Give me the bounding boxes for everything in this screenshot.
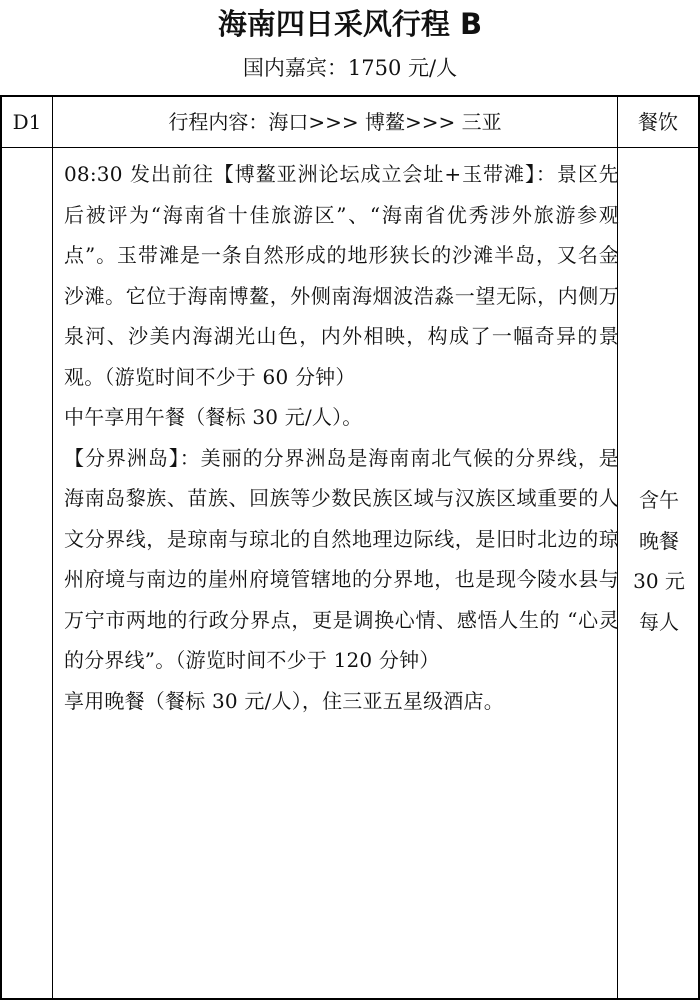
header-divider bbox=[2, 147, 698, 148]
price-subtitle: 国内嘉宾：1750 元/人 bbox=[242, 56, 458, 80]
meal-note-line: 晚餐 bbox=[639, 528, 679, 553]
meal-note-line: 每人 bbox=[639, 609, 679, 634]
meal-note bbox=[622, 480, 696, 642]
itinerary-content bbox=[64, 154, 619, 721]
route-header: 行程内容：海口>>> 博鳌>>> 三亚 bbox=[168, 110, 502, 134]
itinerary-paragraph: 08:30 发出前往【博鳌亚洲论坛成立会址+玉带滩】：景区先后被评为“海南省十佳旅游区”、“海南省优秀涉外旅游参观点”。玉带滩是一条自然形成的地形狭长的沙滩半岛，又名金沙滩。它位于海南博鳌，外侧南海烟波浩淼一望无际，内侧万泉河、沙美内海湖光山色，内外相映，构成了一幅奇异的景观。（游览时间不少于 60 分钟） bbox=[64, 162, 619, 389]
itinerary-table bbox=[0, 95, 700, 1000]
column-divider bbox=[52, 97, 53, 998]
day-header: D1 bbox=[12, 110, 42, 134]
itinerary-paragraph: 中午享用午餐（餐标 30 元/人）。 bbox=[64, 405, 363, 429]
itinerary-paragraph: 享用晚餐（餐标 30 元/人），住三亚五星级酒店。 bbox=[64, 688, 504, 713]
meal-note-line: 30 元 bbox=[633, 569, 685, 593]
meal-header: 餐饮 bbox=[638, 110, 678, 134]
meal-note-line: 含午 bbox=[639, 488, 679, 512]
itinerary-paragraph: 【分界洲岛】：美丽的分界洲岛是海南南北气候的分界线，是海南岛黎族、苗族、回族等少数民族区域与汉族区域重要的人文分界线，是琼南与琼北的自然地理边际线，是旧时北边的琼州府境与南边的崖州府境管辖地的分界地，也是现今陵水县与万宁市两地的行政分界点，更是调换心情、感悟人生的 “心灵的分界线”。（游览时间不少于 120 分钟） bbox=[64, 445, 619, 672]
page-title: 海南四日采风行程 B bbox=[217, 7, 483, 41]
